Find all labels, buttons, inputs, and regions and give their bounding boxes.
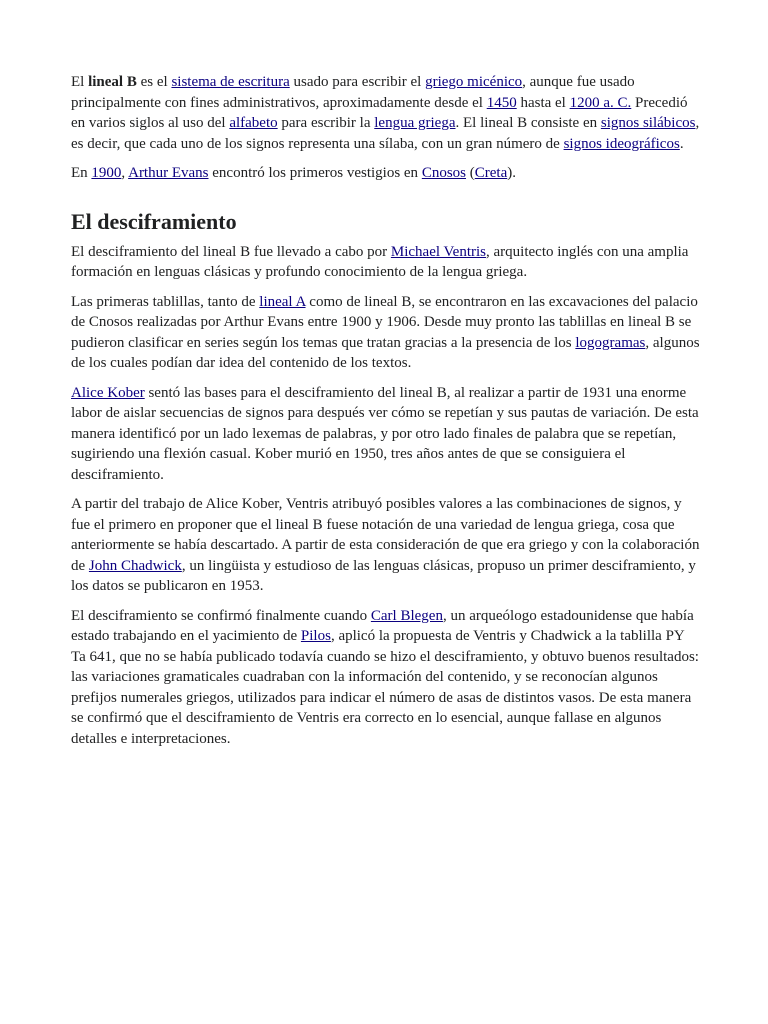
link-pilos[interactable]: Pilos <box>300 628 331 644</box>
link-lineal-a[interactable]: lineal A <box>259 293 306 310</box>
paragraph-chadwick <box>71 494 701 597</box>
paragraph-kober <box>71 383 701 486</box>
text: , es decir, que cada uno de los signos representa una sílaba, con un gran número de <box>71 115 700 152</box>
link-lengua-griega[interactable]: lengua griega <box>374 115 456 131</box>
text: ( <box>466 165 475 181</box>
text: , aplicó la propuesta de Ventris y Chadwick a la tablilla PY Ta 641, que no se había publicado todavía cuando se hizo el desciframiento, y obtuvo buenos resultados: las variaciones gramaticales cuadraban con la información del contenido, y se reconocían algunos prefijos numerales griegos, utilizados para indicar el número de asas de distintos vasos. De esta manera se confirmó que el desciframiento de Ventris era correcto en lo esencial, aunque fallase en algunos detalles e interpretaciones. <box>71 628 699 747</box>
link-logogramas[interactable]: logogramas <box>575 334 646 351</box>
link-michael-ventris[interactable]: Michael Ventris <box>390 243 487 260</box>
link-alice-kober[interactable]: Alice Kober <box>71 384 145 401</box>
text: es el <box>136 74 172 90</box>
text: , un lingüista y estudioso de las lenguas clásicas, propuso un primer desciframiento, y los datos se publicaron en 1953. <box>71 557 696 594</box>
text: Precedió en varios siglos al uso del <box>71 94 688 131</box>
text: usado para escribir el <box>289 74 426 90</box>
text: como de lineal B, se encontraron en las excavaciones del palacio de Cnosos realizadas por Arthur Evans entre 1900 y 1906. Desde muy pronto las tablillas en lineal B se pudieron clasificar en series según los temas que tratan gracias a la presencia de los <box>71 293 698 351</box>
link-arthur-evans[interactable]: Arthur Evans <box>128 165 209 181</box>
link-john-chadwick[interactable]: John Chadwick <box>88 557 182 574</box>
link-signos-silabicos[interactable]: signos silábicos <box>600 115 696 131</box>
link-1900[interactable]: 1900 <box>91 165 122 181</box>
text: , <box>121 165 129 181</box>
link-1450[interactable]: 1450 <box>486 94 517 111</box>
text: para escribir la <box>277 115 375 131</box>
text: ). <box>507 165 516 181</box>
text: En <box>71 165 92 181</box>
link-creta[interactable]: Creta <box>474 165 508 181</box>
section-heading: El desciframiento <box>71 208 237 234</box>
paragraph-intro <box>71 72 701 154</box>
paragraph-tablillas <box>71 292 701 374</box>
article-body <box>71 72 701 758</box>
link-1200-ac[interactable]: 1200 a. C. <box>569 94 632 111</box>
text: A partir del trabajo de Alice Kober, Ventris atribuyó posibles valores a las combinaciones de signos, y fue el primero en proponer que el lineal B fuese notación de una variedad de lengua griega, cosa que anteriormente se había descartado. A partir de esta consideración de que era griego y con la colaboración de <box>71 496 700 574</box>
link-sistema-de-escritura[interactable]: sistema de escritura <box>171 74 290 90</box>
link-carl-blegen[interactable]: Carl Blegen <box>370 607 443 624</box>
text: Las primeras tablillas, tanto de <box>71 293 260 310</box>
text: , un arqueólogo estadounidense que había estado trabajando en el yacimiento de <box>71 607 694 644</box>
text: . El lineal B consiste en <box>455 115 601 131</box>
text: El desciframiento se confirmó finalmente cuando <box>71 607 371 624</box>
text: , aunque fue usado principalmente con fines administrativos, aproximadamente desde el <box>71 74 635 111</box>
text: encontró los primeros vestigios en <box>208 165 422 181</box>
term-bold: lineal B <box>88 74 137 90</box>
text: hasta el <box>516 94 570 111</box>
text: , arquitecto inglés con una amplia formación en lenguas clásicas y profundo conocimiento de la lengua griega. <box>71 243 689 280</box>
text: sentó las bases para el desciframiento del lineal B, al realizar a partir de 1931 una enorme labor de aislar secuencias de signos para después ver cómo se repetían y sus pautas de variación. De esta manera identificó por un lado lexemas de palabras, y por otro lado finales de palabra que se repetían, sugiriendo una flexión casual. Kober murió en 1950, tres años antes de que se consiguiera el desciframiento. <box>71 384 699 483</box>
paragraph-discovery <box>71 163 701 184</box>
text: El desciframiento del lineal B fue llevado a cabo por <box>71 243 391 260</box>
paragraph-blegen <box>71 606 701 750</box>
link-signos-ideograficos[interactable]: signos ideográficos <box>563 135 680 152</box>
text: , algunos de los cuales podían dar idea del contenido de los textos. <box>71 334 700 371</box>
link-alfabeto[interactable]: alfabeto <box>229 115 278 131</box>
paragraph-ventris <box>71 242 701 283</box>
text: El <box>71 74 89 90</box>
link-cnosos[interactable]: Cnosos <box>421 165 466 181</box>
text: . <box>679 135 684 152</box>
link-griego-micenico[interactable]: griego micénico <box>425 74 523 90</box>
